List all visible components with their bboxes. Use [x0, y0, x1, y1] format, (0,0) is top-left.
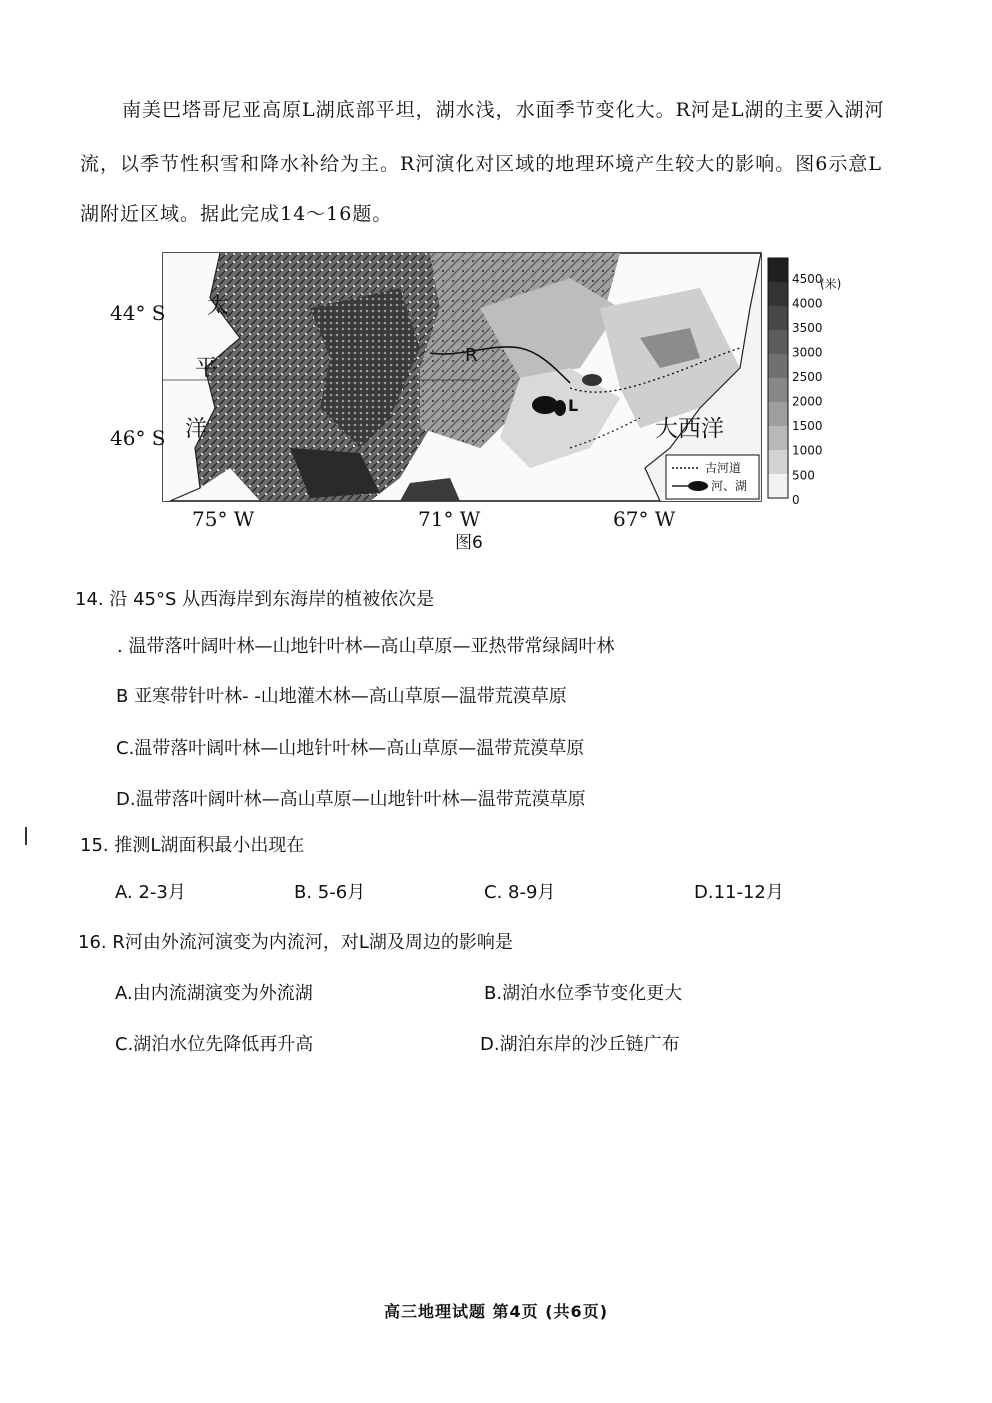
question-16-option-b: B.湖泊水位季节变化更大	[484, 983, 683, 1004]
pacific-label-2: 平	[195, 356, 218, 381]
lat-label-46s: 46° S	[110, 426, 166, 450]
elevation-band	[768, 282, 788, 306]
elevation-band	[768, 402, 788, 426]
elevation-tick-label: 4500	[792, 272, 823, 286]
margin-mark	[25, 827, 27, 845]
lon-label-67w: 67° W	[613, 507, 676, 531]
question-14-stem: 14. 沿 45°S 从西海岸到东海岸的植被依次是	[75, 589, 435, 610]
elevation-band	[768, 450, 788, 474]
question-16-option-a: A.由内流湖演变为外流湖	[115, 983, 313, 1004]
elevation-band	[768, 258, 788, 282]
river-label: R	[465, 345, 478, 366]
question-15-option-a: A. 2-3月	[115, 882, 186, 903]
ancient-river-legend-label: 古河道	[705, 461, 742, 475]
elevation-tick-label: 3500	[792, 321, 823, 336]
question-16-stem: 16. R河由外流河演变为内流河，对L湖及周边的影响是	[78, 932, 513, 953]
lake-symbol	[688, 481, 708, 491]
elevation-tick-label: 0	[792, 492, 800, 507]
figure-6	[100, 248, 880, 558]
elevation-tick-label: 1500	[792, 419, 823, 434]
lake-l-lobe	[554, 400, 566, 416]
elevation-band	[768, 306, 788, 330]
small-lake	[582, 374, 602, 386]
pacific-label-1: 太	[207, 294, 230, 319]
lake-l	[532, 396, 558, 414]
river-lake-legend-label: 河、湖	[711, 479, 748, 493]
question-15-option-c: C. 8-9月	[484, 882, 556, 903]
question-15-option-b: B. 5-6月	[294, 882, 366, 903]
intro-line-1: 南美巴塔哥尼亚高原L湖底部平坦，湖水浅，水面季节变化大。R河是L湖的主要入湖河	[122, 99, 885, 121]
atlantic-label: 大西洋	[655, 416, 724, 442]
elevation-tick-label: 4000	[792, 296, 823, 311]
figure-caption: 图6	[455, 533, 483, 553]
lat-label-44s: 44° S	[110, 301, 166, 325]
terrain-map	[100, 248, 880, 558]
intro-line-2: 流，以季节性积雪和降水补给为主。R河演化对区域的地理环境产生较大的影响。图6示意L	[80, 153, 883, 175]
question-14-option-b: B 亚寒带针叶林- -山地灌木林—高山草原—温带荒漠草原	[116, 686, 567, 707]
question-14-option-a: . 温带落叶阔叶林—山地针叶林—高山草原—亚热带常绿阔叶林	[117, 636, 615, 657]
elevation-legend	[768, 258, 823, 507]
elevation-band	[768, 330, 788, 354]
elevation-tick-label: 3000	[792, 345, 823, 360]
question-14-option-c: C.温带落叶阔叶林—山地针叶林—高山草原—温带荒漠草原	[116, 738, 585, 759]
elevation-band	[768, 354, 788, 378]
elevation-tick-label: 2500	[792, 370, 823, 385]
question-15-stem: 15. 推测L湖面积最小出现在	[80, 835, 305, 856]
lon-label-71w: 71° W	[418, 507, 481, 531]
elevation-band	[768, 474, 788, 498]
elevation-tick-label: 500	[792, 468, 815, 483]
question-15-option-d: D.11-12月	[694, 882, 784, 903]
elevation-tick-label: 2000	[792, 394, 823, 409]
lake-label: L	[568, 396, 579, 415]
pacific-label-3: 洋	[185, 417, 208, 442]
elevation-band	[768, 426, 788, 450]
question-16-option-c: C.湖泊水位先降低再升高	[115, 1034, 314, 1055]
lon-label-75w: 75° W	[192, 507, 255, 531]
page-footer: 高三地理试题 第4页 (共6页)	[383, 1302, 609, 1321]
question-16-option-d: D.湖泊东岸的沙丘链广布	[480, 1034, 680, 1055]
elevation-band	[768, 378, 788, 402]
elevation-unit-label: (米)	[820, 277, 842, 291]
intro-line-3: 湖附近区域。据此完成14～16题。	[80, 203, 393, 225]
question-14-option-d: D.温带落叶阔叶林—高山草原—山地针叶林—温带荒漠草原	[116, 789, 586, 810]
elevation-tick-label: 1000	[792, 443, 823, 458]
